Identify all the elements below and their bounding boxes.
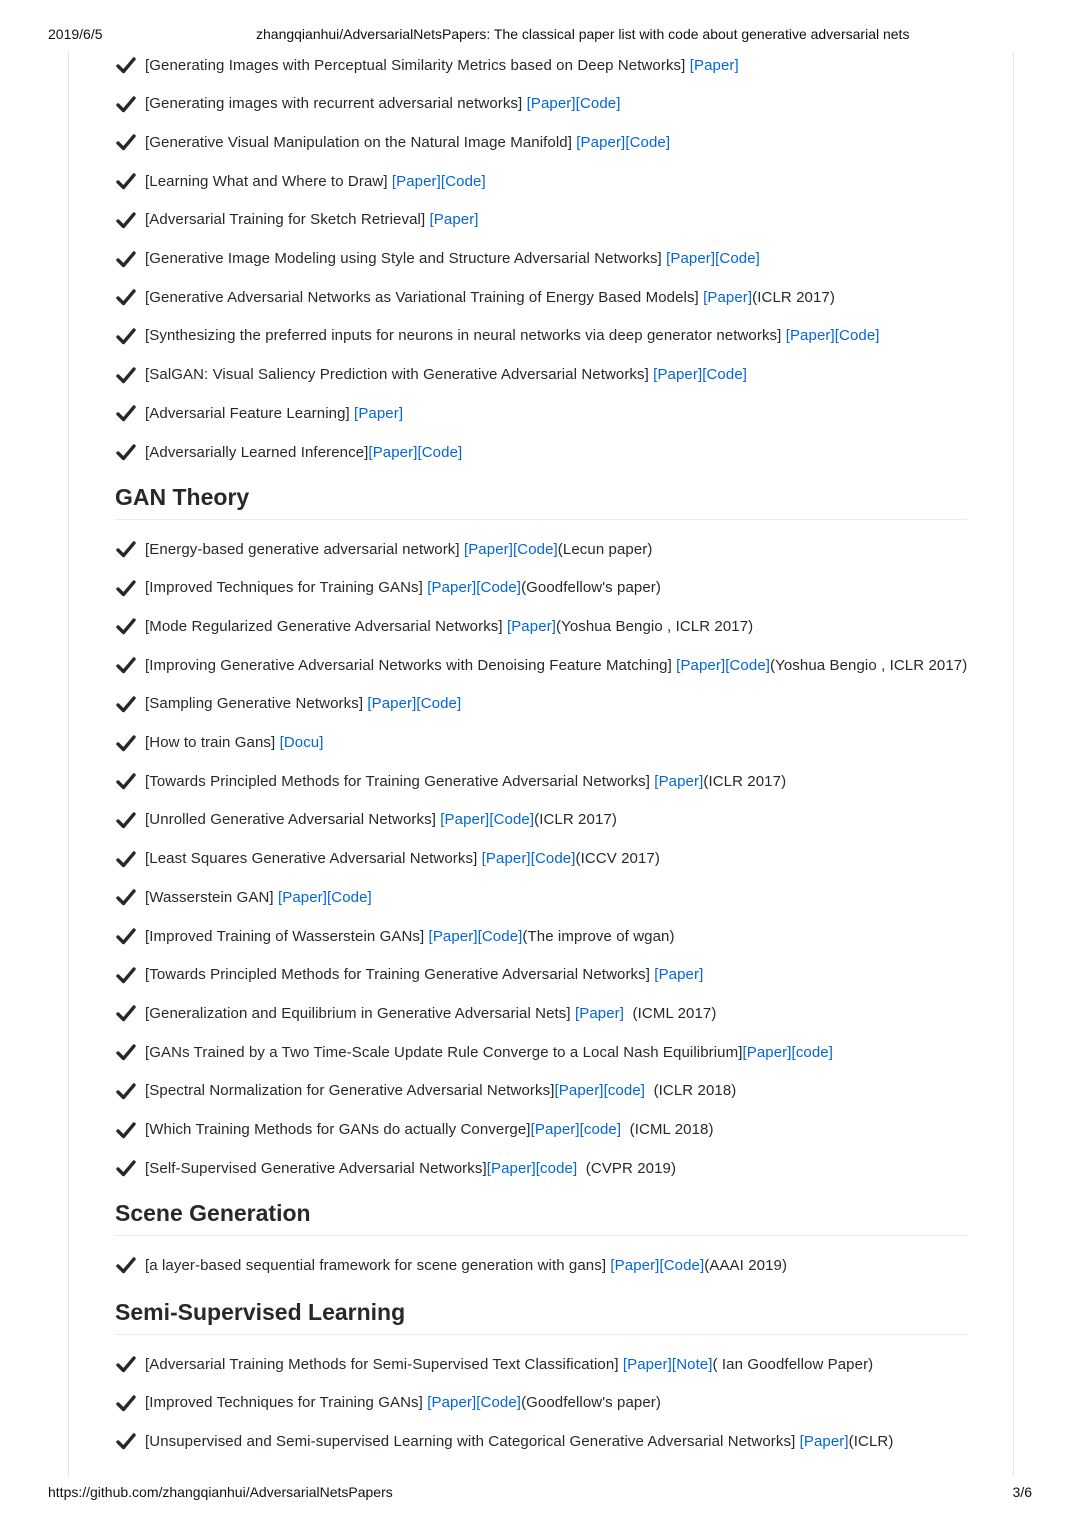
paper-title: [Adversarially Learned Inference] [145, 443, 369, 461]
paper-title: [Least Squares Generative Adversarial Networks] [145, 850, 482, 868]
paper-link[interactable]: [Paper] [427, 1394, 477, 1412]
paper-link[interactable]: [Paper] [486, 1159, 536, 1177]
paper-link[interactable]: [Paper] [354, 404, 404, 422]
paper-link[interactable]: [Paper] [576, 133, 626, 151]
list-item [115, 324, 880, 348]
paper-note: (Goodfellow's paper) [521, 1394, 661, 1412]
checkmark-icon [115, 1353, 137, 1375]
paper-link[interactable]: [Paper] [367, 695, 417, 713]
paper-title: [Energy-based generative adversarial network] [145, 540, 464, 558]
code-link[interactable]: [Code] [477, 927, 523, 945]
checkmark-icon [115, 848, 137, 870]
print-header-date: 2019/6/5 [48, 26, 103, 42]
checkmark-icon [115, 1080, 137, 1102]
list-item [115, 285, 835, 309]
note-link[interactable]: [Note] [671, 1355, 713, 1373]
paper-note: (The improve of wgan) [522, 927, 675, 945]
paper-link[interactable]: [Paper] [689, 56, 739, 74]
paper-note: (AAAI 2019) [704, 1256, 788, 1274]
paper-note: (ICLR 2018) [645, 1082, 737, 1100]
checkmark-icon [115, 964, 137, 986]
checkmark-icon [115, 170, 137, 192]
paper-link[interactable]: [Paper] [368, 443, 418, 461]
checkmark-icon [115, 577, 137, 599]
paper-link[interactable]: [Paper] [799, 1432, 849, 1450]
list-item [115, 363, 747, 387]
code-link[interactable]: [Code] [702, 366, 748, 384]
list-item [115, 1352, 873, 1376]
paper-title: [How to train Gans] [145, 734, 280, 751]
list-item [115, 1118, 714, 1142]
paper-title: [Sampling Generative Networks] [145, 695, 368, 713]
code-link[interactable]: [Code] [417, 443, 463, 461]
list-item [115, 401, 403, 425]
code-link[interactable]: [Code] [489, 811, 535, 829]
paper-note: (ICLR 2017) [703, 772, 787, 790]
paper-title: [Generative Visual Manipulation on the Natural Image Manifold] [145, 133, 577, 151]
code-link[interactable]: [code] [791, 1043, 834, 1061]
paper-title: [Unsupervised and Semi-supervised Learning with Categorical Generative Adversarial Networks] [145, 1432, 800, 1450]
paper-note: (ICLR 2017) [752, 288, 835, 306]
paper-title: [Towards Principled Methods for Training Generative Adversarial Networks] [145, 966, 655, 984]
paper-title: [Adversarial Feature Learning] [145, 404, 355, 422]
checkmark-icon [115, 693, 137, 715]
code-link[interactable]: [code] [579, 1121, 622, 1138]
paper-title: [Generative Image Modeling using Style and Structure Adversarial Networks] [145, 250, 667, 267]
code-link[interactable]: [Code] [575, 95, 621, 113]
list-item [115, 963, 703, 987]
paper-title: [Spectral Normalization for Generative Adversarial Networks] [145, 1082, 555, 1100]
paper-title: [Wasserstein GAN] [145, 888, 278, 906]
list-item [115, 92, 620, 116]
paper-title: [Generating Images with Perceptual Similarity Metrics based on Deep Networks] [145, 56, 690, 74]
checkmark-icon [115, 770, 137, 792]
paper-note: (Goodfellow's paper) [521, 579, 661, 597]
checkmark-icon [115, 1254, 137, 1276]
checkmark-icon [115, 131, 137, 153]
list-item [115, 1253, 787, 1277]
print-footer-url: https://github.com/zhangqianhui/AdversarialNetsPapers [48, 1484, 393, 1500]
code-link[interactable]: [Code] [834, 327, 880, 345]
paper-title: [Improved Techniques for Training GANs] [145, 1394, 428, 1412]
checkmark-icon [115, 538, 137, 560]
paper-link[interactable]: [Paper] [654, 966, 704, 984]
checkmark-icon [115, 248, 137, 270]
paper-link[interactable]: [Paper] [610, 1256, 660, 1274]
list-item [115, 653, 967, 677]
paper-title: [Unrolled Generative Adversarial Networks] [145, 811, 441, 829]
paper-note: (ICML 2017) [624, 1004, 717, 1022]
checkmark-icon [115, 809, 137, 831]
paper-title: [Self-Supervised Generative Adversarial Networks] [145, 1159, 487, 1177]
list-item [115, 130, 670, 154]
paper-note: (ICLR) [848, 1432, 894, 1450]
list-item [115, 208, 479, 232]
paper-title: [SalGAN: Visual Saliency Prediction with Generative Adversarial Networks] [145, 366, 654, 384]
list-item [115, 247, 760, 271]
paper-link[interactable]: [Paper] [622, 1355, 672, 1373]
code-link[interactable]: [code] [603, 1082, 646, 1100]
list-item [115, 440, 462, 464]
paper-title: [Mode Regularized Generative Adversarial Networks] [145, 617, 507, 635]
paper-title: [Synthesizing the preferred inputs for neurons in neural networks via deep generator networks] [145, 327, 786, 345]
code-link[interactable]: [Code] [725, 656, 771, 674]
checkmark-icon [115, 1157, 137, 1179]
paper-note: (ICML 2018) [621, 1121, 714, 1138]
checkmark-icon [115, 402, 137, 424]
paper-link[interactable]: [Paper] [676, 656, 726, 674]
paper-title: [a layer-based sequential framework for scene generation with gans] [145, 1256, 611, 1274]
paper-title: [GANs Trained by a Two Time-Scale Update Rule Converge to a Local Nash Equilibrium] [145, 1043, 743, 1061]
content-border-left [68, 52, 69, 1476]
checkmark-icon [115, 441, 137, 463]
checkmark-icon [115, 364, 137, 386]
paper-link[interactable]: [Paper] [653, 366, 703, 384]
paper-link[interactable]: [Paper] [429, 211, 479, 229]
checkmark-icon [115, 325, 137, 347]
code-link[interactable]: [Code] [625, 133, 671, 151]
list-item [115, 169, 486, 193]
paper-link[interactable]: [Paper] [526, 95, 576, 113]
checkmark-icon [115, 654, 137, 676]
paper-link[interactable]: [Paper] [654, 772, 704, 790]
paper-title: [Adversarial Training for Sketch Retrieval] [145, 211, 430, 229]
paper-title: [Improving Generative Adversarial Networks with Denoising Feature Matching] [145, 656, 677, 674]
list-item [115, 1001, 716, 1025]
checkmark-icon [115, 1041, 137, 1063]
paper-note: ( Ian Goodfellow Paper) [712, 1355, 874, 1373]
checkmark-icon [115, 925, 137, 947]
paper-note: (ICCV 2017) [575, 850, 660, 868]
code-link[interactable]: [Code] [715, 250, 760, 267]
code-link[interactable]: [Code] [476, 579, 522, 597]
checkmark-icon [115, 54, 137, 76]
list-item [115, 692, 461, 716]
checkmark-icon [115, 1392, 137, 1414]
checkmark-icon [115, 286, 137, 308]
list-item [115, 731, 324, 755]
paper-link[interactable]: [Paper] [440, 811, 490, 829]
paper-link[interactable]: [Paper] [574, 1004, 625, 1022]
list-item [115, 576, 661, 600]
code-link[interactable]: [Code] [659, 1256, 705, 1274]
checkmark-icon [115, 732, 137, 754]
paper-link[interactable]: [Paper] [391, 172, 441, 190]
paper-link[interactable]: [Paper] [742, 1043, 792, 1061]
paper-link[interactable]: [Paper] [530, 1121, 580, 1138]
checkmark-icon [115, 886, 137, 908]
paper-link[interactable]: [Paper] [428, 927, 478, 945]
checkmark-icon [115, 209, 137, 231]
code-link[interactable]: [Code] [530, 850, 576, 868]
section-heading-scene-generation: Scene Generation [115, 1200, 967, 1236]
paper-title: [Which Training Methods for GANs do actually Converge] [145, 1121, 531, 1138]
section-heading-gan-theory: GAN Theory [115, 484, 967, 520]
paper-title: [Adversarial Training Methods for Semi-Supervised Text Classification] [145, 1355, 623, 1373]
paper-link[interactable]: [Paper] [427, 579, 477, 597]
print-header-title: zhangqianhui/AdversarialNetsPapers: The classical paper list with code about generative adversarial nets [256, 26, 910, 42]
paper-title: [Improved Training of Wasserstein GANs] [145, 927, 429, 945]
checkmark-icon [115, 615, 137, 637]
checkmark-icon [115, 1430, 137, 1452]
paper-link[interactable]: [Paper] [785, 327, 835, 345]
list-item [115, 885, 372, 909]
checkmark-icon [115, 1119, 137, 1141]
checkmark-icon [115, 93, 137, 115]
paper-title: [Generalization and Equilibrium in Generative Adversarial Nets] [145, 1004, 575, 1022]
paper-link[interactable]: [Paper] [666, 250, 716, 267]
paper-link[interactable]: [Paper] [554, 1082, 604, 1100]
paper-title: [Generative Adversarial Networks as Variational Training of Energy Based Models] [145, 288, 704, 306]
paper-link[interactable]: [Paper] [277, 888, 328, 906]
list-item [115, 847, 660, 871]
docu-link[interactable]: [Docu] [279, 734, 324, 751]
paper-title: [Towards Principled Methods for Training Generative Adversarial Networks] [145, 772, 655, 790]
print-footer-page-number: 3/6 [1012, 1484, 1032, 1500]
paper-note: (CVPR 2019) [577, 1159, 677, 1177]
list-item [115, 53, 739, 77]
list-item [115, 1079, 736, 1103]
paper-link[interactable]: [Paper] [463, 540, 513, 558]
paper-title: [Learning What and Where to Draw] [145, 172, 392, 190]
paper-title: [Generating images with recurrent adversarial networks] [145, 95, 527, 113]
paper-title: [Improved Techniques for Training GANs] [145, 579, 428, 597]
paper-note: (ICLR 2017) [534, 811, 617, 829]
code-link[interactable]: [Code] [327, 888, 372, 906]
list-item [115, 537, 653, 561]
code-link[interactable]: [code] [535, 1159, 578, 1177]
list-item [115, 1429, 893, 1453]
list-item [115, 1040, 833, 1064]
list-item [115, 1391, 661, 1415]
code-link[interactable]: [Code] [440, 172, 486, 190]
list-item [115, 1156, 676, 1180]
list-item [115, 614, 753, 638]
checkmark-icon [115, 1002, 137, 1024]
list-item [115, 769, 786, 793]
paper-link[interactable]: [Paper] [703, 288, 753, 306]
paper-link[interactable]: [Paper] [481, 850, 531, 868]
section-heading-semi-supervised-learning: Semi-Supervised Learning [115, 1299, 967, 1335]
code-link[interactable]: [Code] [416, 695, 462, 713]
code-link[interactable]: [Code] [513, 540, 558, 558]
code-link[interactable]: [Code] [476, 1394, 522, 1412]
paper-link[interactable]: [Paper] [506, 617, 556, 635]
paper-note: (Yoshua Bengio , ICLR 2017) [770, 656, 968, 674]
paper-note: (Yoshua Bengio , ICLR 2017) [556, 617, 754, 635]
list-item [115, 808, 617, 832]
list-item [115, 924, 675, 948]
paper-note: (Lecun paper) [557, 540, 653, 558]
content-border-right [1013, 52, 1014, 1476]
